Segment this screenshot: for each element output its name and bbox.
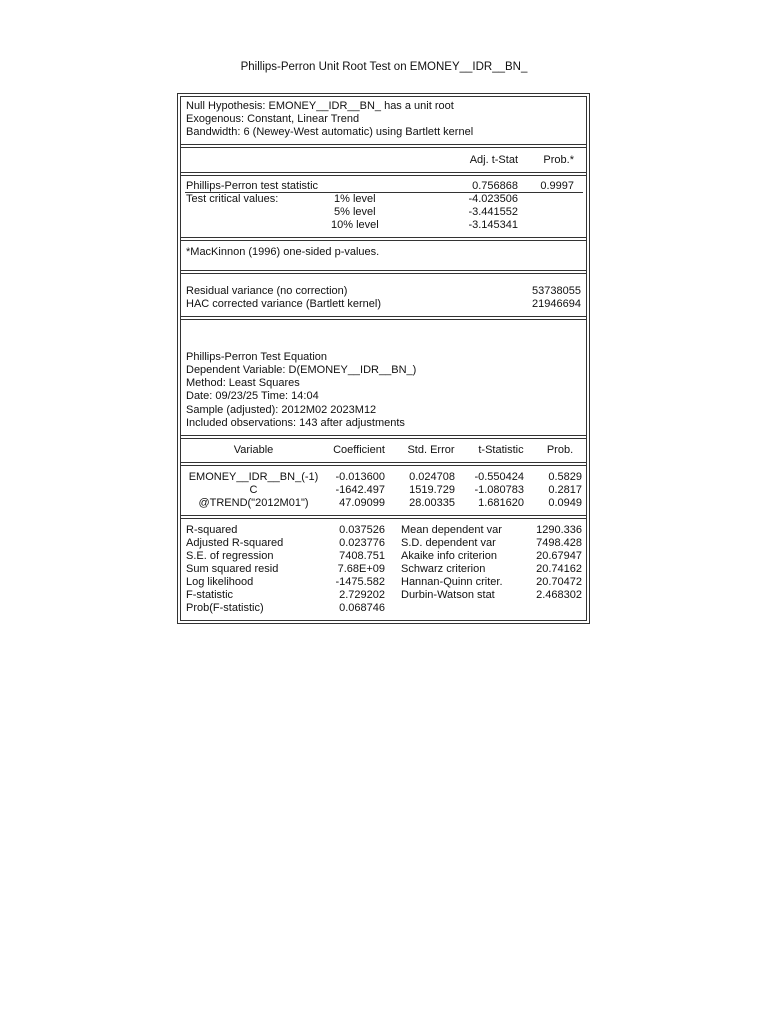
col-header-prob: Prob.: [546, 444, 574, 456]
stat-value: 7498.428: [536, 537, 582, 549]
coef-value: -1642.497: [335, 484, 385, 496]
stat-label: Mean dependent var: [401, 524, 502, 536]
section-divider: [180, 144, 587, 148]
col-header-prob: Prob.*: [543, 154, 574, 166]
stat-value: 0.037526: [339, 524, 385, 536]
stat-value: 2.468302: [536, 589, 582, 601]
stat-value: 1290.336: [536, 524, 582, 536]
t-stat-value: 1.681620: [478, 497, 524, 509]
level-label: 10% level: [331, 219, 379, 231]
hac-variance-label: HAC corrected variance (Bartlett kernel): [186, 298, 382, 310]
stat-value: 0.023776: [339, 537, 385, 549]
prob-value: 0.2817: [548, 484, 582, 496]
t-stat-value: -0.550424: [474, 471, 524, 483]
col-header-variable: Variable: [233, 444, 274, 456]
method: Method: Least Squares: [186, 377, 300, 389]
coef-variable: @TREND("2012M01"): [198, 497, 309, 509]
stat-label: F-statistic: [186, 589, 234, 601]
equation-title: Phillips-Perron Test Equation: [186, 351, 328, 363]
section-divider: [180, 462, 587, 466]
prob-value: 0.0949: [548, 497, 582, 509]
stat-value: -1475.582: [335, 576, 385, 588]
stat-label: Sum squared resid: [186, 563, 279, 575]
stat-label: Schwarz criterion: [401, 563, 486, 575]
section-divider: [180, 316, 587, 320]
t-stat-value: -1.080783: [474, 484, 524, 496]
stat-value: 0.068746: [339, 602, 385, 614]
section-divider: [180, 237, 587, 241]
stat-value: 20.70472: [536, 576, 582, 588]
stat-label: S.E. of regression: [186, 550, 274, 562]
level-value: -3.145341: [468, 219, 518, 231]
section-divider: [180, 172, 587, 176]
coef-variable: EMONEY__IDR__BN_(-1): [188, 471, 319, 483]
null-hypothesis: Null Hypothesis: EMONEY__IDR__BN_ has a unit root: [186, 100, 454, 112]
level-value: -4.023506: [468, 193, 518, 205]
stat-label: S.D. dependent var: [401, 537, 496, 549]
dependent-variable: Dependent Variable: D(EMONEY__IDR__BN_): [186, 364, 417, 376]
level-label: 5% level: [334, 206, 376, 218]
coef-value: -0.013600: [335, 471, 385, 483]
stat-value: 2.729202: [339, 589, 385, 601]
section-divider: [180, 270, 587, 274]
col-header-t-statistic: t-Statistic: [478, 444, 524, 456]
coef-value: 47.09099: [339, 497, 385, 509]
pp-test-prob: 0.9997: [540, 180, 574, 192]
stat-label: Durbin-Watson stat: [401, 589, 495, 601]
residual-variance-label: Residual variance (no correction): [186, 285, 348, 297]
coef-variable: C: [249, 484, 258, 496]
level-label: 1% level: [334, 193, 376, 205]
level-value: -3.441552: [468, 206, 518, 218]
pp-test-label: Phillips-Perron test statistic: [186, 180, 319, 192]
stat-label: Akaike info criterion: [401, 550, 497, 562]
std-error-value: 1519.729: [409, 484, 455, 496]
residual-variance-value: 53738055: [532, 285, 581, 297]
stat-label: Prob(F-statistic): [186, 602, 264, 614]
prob-value: 0.5829: [548, 471, 582, 483]
std-error-value: 28.00335: [409, 497, 455, 509]
stat-value: 20.74162: [536, 563, 582, 575]
stat-label: R-squared: [186, 524, 238, 536]
bandwidth: Bandwidth: 6 (Newey-West automatic) using Bartlett kernel: [186, 126, 474, 138]
stat-label: Log likelihood: [186, 576, 254, 588]
observations: Included observations: 143 after adjustments: [186, 417, 405, 429]
stat-value: 7.68E+09: [337, 563, 385, 575]
stat-value: 7408.751: [339, 550, 385, 562]
col-header-std-error: Std. Error: [407, 444, 455, 456]
stat-label: Hannan-Quinn criter.: [401, 576, 503, 588]
stat-label: Adjusted R-squared: [186, 537, 284, 549]
footnote: *MacKinnon (1996) one-sided p-values.: [186, 246, 380, 258]
col-header-adj-t-stat: Adj. t-Stat: [469, 154, 518, 166]
section-divider: [180, 435, 587, 439]
sample: Sample (adjusted): 2012M02 2023M12: [186, 404, 377, 416]
col-header-coefficient: Coefficient: [333, 444, 385, 456]
critical-values-label: Test critical values:: [186, 193, 279, 205]
exogenous: Exogenous: Constant, Linear Trend: [186, 113, 360, 125]
stat-value: 20.67947: [536, 550, 582, 562]
hac-variance-value: 21946694: [532, 298, 581, 310]
date-time: Date: 09/23/25 Time: 14:04: [186, 390, 319, 402]
pp-test-stat: 0.756868: [472, 180, 518, 192]
std-error-value: 0.024708: [409, 471, 455, 483]
page-title: Phillips-Perron Unit Root Test on EMONEY__IDR__BN_: [240, 61, 528, 73]
section-divider: [180, 515, 587, 519]
